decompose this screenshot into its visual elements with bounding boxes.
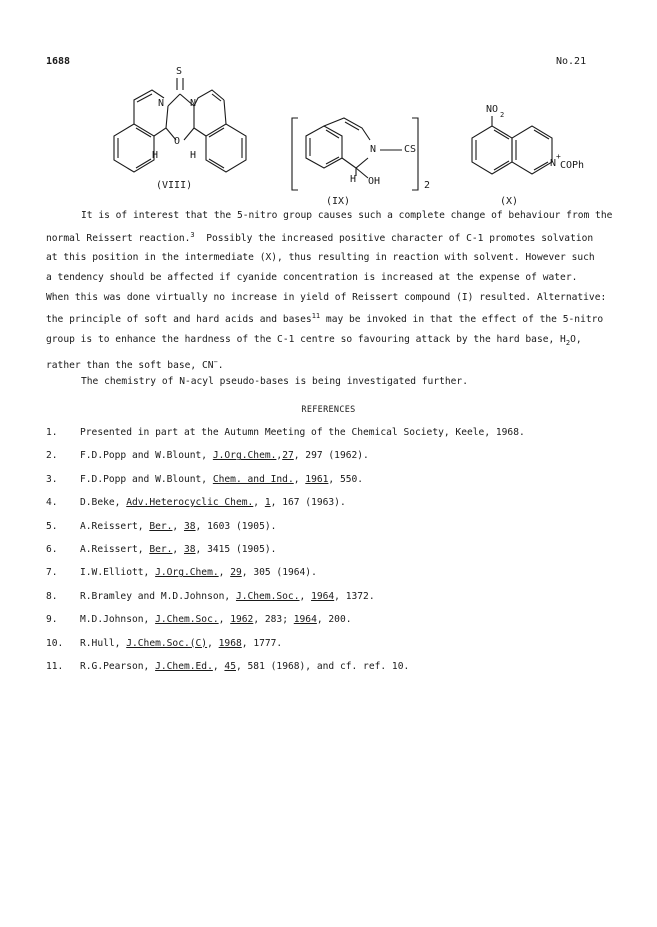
reference-number: 6. xyxy=(46,543,58,555)
reference-text: R.G.Pearson, J.Chem.Ed., 45, 581 (1968), and cf. ref. 10. xyxy=(80,660,410,672)
repeat-subscript: 2 xyxy=(424,180,431,191)
no2-subscript: 2 xyxy=(500,111,505,119)
reference-number: 1. xyxy=(46,427,58,438)
text-line: The chemistry of N-acyl pseudo-bases is being investigated further. xyxy=(81,376,468,387)
structure-viii xyxy=(94,66,264,200)
charge-plus: + xyxy=(556,152,561,161)
group-cophe: COPh xyxy=(560,160,585,171)
reference-number: 11. xyxy=(46,660,64,672)
reference-number: 5. xyxy=(46,520,58,532)
reference-text: D.Beke, Adv.Heterocyclic Chem., 1, 167 (1963). xyxy=(80,497,346,509)
atom-h: H xyxy=(350,174,357,185)
reference-text: F.D.Popp and W.Blount, J.Org.Chem.,27, 297 (1962). xyxy=(80,450,369,462)
reference-number: 8. xyxy=(46,590,58,602)
text-line: rather than the soft base, CN−. xyxy=(46,358,224,372)
text-line: When this was done virtually no increase in yield of Reissert compound (I) resulted. Alternative: xyxy=(46,291,607,303)
reference-text: M.D.Johnson, J.Chem.Soc., 1962, 283; 1964, 200. xyxy=(80,614,352,626)
group-cs: CS xyxy=(404,144,417,155)
page-number: 1688 xyxy=(46,56,71,67)
structure-viii-label: (VIII) xyxy=(156,180,193,191)
text-line: a tendency should be affected if cyanide concentration is increased at the expense of water. xyxy=(46,271,578,283)
reference-number: 10. xyxy=(46,637,64,649)
reference-text: R.Hull, J.Chem.Soc.(C), 1968, 1777. xyxy=(80,637,283,649)
atom-h-right: H xyxy=(190,150,197,161)
reference-number: 7. xyxy=(46,567,58,579)
reference-text: F.D.Popp and W.Blount, Chem. and Ind., 1961, 550. xyxy=(80,473,364,485)
body-paragraph-1 xyxy=(46,206,616,376)
group-no2: NO xyxy=(486,104,499,115)
reference-text: R.Bramley and M.D.Johnson, J.Chem.Soc., 1964, 1372. xyxy=(80,590,375,602)
structure-x-label: (X) xyxy=(500,196,519,207)
atom-n: N xyxy=(370,144,377,155)
text-line: normal Reissert reaction.$^3$ Possibly the increased positive character of C-1 promotes solvation xyxy=(46,230,594,244)
text-line: at this position in the intermediate (X), thus resulting in reaction with solvent. However such xyxy=(46,252,595,264)
atom-n-plus: N xyxy=(550,158,557,169)
reference-number: 2. xyxy=(46,450,58,462)
atom-h-left: H xyxy=(152,150,159,161)
reference-text: A.Reissert, Ber., 38, 3415 (1905). xyxy=(80,543,277,555)
body-paragraph-2 xyxy=(46,372,616,392)
group-oh: OH xyxy=(368,176,381,187)
reference-text: A.Reissert, Ber., 38, 1603 (1905). xyxy=(80,520,277,532)
text-line: the principle of soft and hard acids and bases$^{11}$ may be invoked in that the effect of the 5-nitro xyxy=(46,312,604,326)
reference-text: I.W.Elliott, J.Org.Chem., 29, 305 (1964). xyxy=(80,567,317,579)
atom-n-left: N xyxy=(158,98,165,109)
structure-ix xyxy=(290,116,450,206)
reference-text: Presented in part at the Autumn Meeting of the Chemical Society, Keele, 1968. xyxy=(80,427,525,438)
reference-number: 3. xyxy=(46,473,58,485)
text-line: group is to enhance the hardness of the C-1 centre so favouring attack by the hard base, $H_2O$, xyxy=(46,333,582,347)
atom-o: O xyxy=(174,136,181,147)
reference-number: 4. xyxy=(46,497,58,509)
issue-number: No.21 xyxy=(556,56,587,67)
atom-s: S xyxy=(176,66,183,77)
references-heading: REFERENCES xyxy=(301,405,356,415)
reference-number: 9. xyxy=(46,614,58,626)
structure-ix-label: (IX) xyxy=(326,196,351,207)
text-line: It is of interest that the 5-nitro group causes such a complete change of behaviour from the xyxy=(81,210,613,221)
structure-x xyxy=(458,104,598,207)
atom-n-right: N xyxy=(190,98,197,109)
